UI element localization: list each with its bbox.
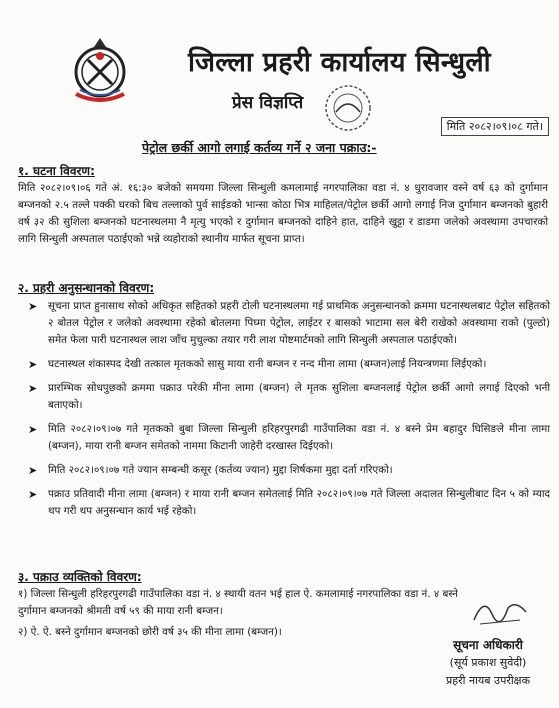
list-item: ➤ मिति २०८२।०९।०७ गते मृतकको बुबा जिल्ला सिन्धुली हरिहरपुरगढी गाउँपालिका वडा नं. ४ बस्ने प्रेम बहादुर घिसिङले मीना लामा (बम्जन), माया रानी बम्जन समेतको नाममा किटानी जाहेरी दरखास्त दिईएको।: [28, 423, 550, 452]
document-type: प्रेस विज्ञप्ति: [232, 93, 304, 113]
arrow-bullet-icon: ➤: [28, 464, 38, 477]
signatory-title: सूचना अधिकारी: [453, 638, 523, 652]
signature-icon: [470, 590, 530, 630]
list-item: ➤ मिति २०८२।०९।०७ गते ज्यान सम्बन्धी कसूर (कर्तव्य ज्यान) मुद्दा शिर्षकमा मुद्दा दर्ता गरिएको।: [28, 464, 393, 477]
list-item: ➤ प्रारम्भिक सोधपुछको क्रममा पक्राउ परेकी मीना लामा (बम्जन) ले मृतक सुशिला बम्जनलाई पेट्रोल छर्की आगो लगाई दिएको भनी बताएको।: [28, 382, 550, 411]
office-stamp-icon: [322, 82, 374, 134]
arrow-bullet-icon: ➤: [28, 382, 38, 395]
arrow-bullet-icon: ➤: [28, 488, 38, 501]
press-release-date: मिति २०८२।०९।०८ गते।: [441, 117, 549, 136]
signatory-rank: प्रहरी नायब उपरीक्षक: [446, 674, 531, 687]
list-item: ➤ घटनास्थल शंकास्पद देखी तत्काल मृतकको सासु माया रानी बम्जन र नन्द मीना लामा (बम्जन)लाई नियन्त्रणमा लिईएको।: [28, 358, 487, 371]
signatory-name: (सूर्य प्रकाश सुवेदी): [449, 656, 527, 669]
list-item: ➤ पक्राउ प्रतिवादी मीना लामा (बम्जन) र माया रानी बम्जन समेतलाई मिति २०८२।०९।०७ गते जिल्ला अदालत सिन्धुलीबाट दिन ५ को म्याद थप गरी थप अनुसन्धान कार्य भई रहेको।: [28, 488, 550, 517]
signature-block: [446, 636, 530, 690]
section-heading-investigation: २. प्रहरी अनुसन्धानको विवरण:: [18, 281, 155, 295]
section-heading-arrested: ३. पक्राउ व्यक्तिको विवरण:: [18, 570, 142, 584]
arrow-bullet-icon: ➤: [28, 300, 38, 313]
nepal-police-emblem-icon: [64, 36, 136, 108]
list-item: १) जिल्ला सिन्धुली हरिहरपुरगढी गाउँपालिका वडा नं. ४ स्थायी वतन भई हाल ऐ. कमलामाई नगरपालिका वडा नं. ४ बस्ने दुर्गामान बम्जनको श्रीमती वर्ष ५९ की माया रानी बम्जन।: [18, 588, 458, 617]
investigation-list: [26, 298, 550, 527]
press-release-headline: पेट्रोल छर्की आगो लगाई कर्तव्य गर्ने २ जना पक्राउ:-: [142, 140, 377, 155]
arrow-bullet-icon: ➤: [28, 358, 38, 371]
list-item: ➤ सूचना प्राप्त हुनासाथ सोको अधिकृत सहितको प्रहरी टोली घटनास्थलमा गई प्राथमिक अनुसन्धानको क्रममा घटनास्थलबाट पेट्रोल सहितको २ बोतल पेट्रोल र जलेको अवस्थामा रहेको बोतलमा पिघ्मा पेट्रोल, लाईटर र बासको भाटामा सल बेरी राखेको अवस्थामा राको (पुल्ठो) समेत फेला पारी घटनास्थल लाश जाँच मुचुल्का तयार गरी लाश पोष्टमार्टमको लागि सिन्धुली अस्पताल पठाईएको।: [28, 300, 550, 346]
office-name: जिल्ला प्रहरी कार्यालय सिन्धुली: [188, 47, 491, 78]
arrested-persons-list: [18, 586, 478, 645]
section-heading-incident: १. घटना विवरण:: [18, 164, 95, 178]
incident-description: मिति २०८२।०९।०६ गते अं. १६:३० बजेको समयमा जिल्ला सिन्धुली कमलामाई नगरपालिका वडा नं. ४ धुरावजार वस्ने वर्ष ६३ को दुर्गामान बम्जनको २.५ तल्ले पक्की घरको बिच तल्लाको पुर्व साईडको भान्सा कोठा भित्र माहिलत/पेट्रोल छर्की आगो लगाई निज दुर्गामान बम्जनको बुहारी वर्ष ३२ की सुशिला बम्जनको घटनास्थलमा नै मृत्यु भएको र दुर्गामान बम्जनको दाहिने हात, दाहिने खुट्टा र डाडमा जलेको अवस्थामा उपचारको लागि सिन्धुली अस्पताल पठाईएको भन्ने व्यहोराको स्थानीय मार्फत सूचना प्राप्त।: [18, 182, 548, 245]
list-item: २) ऐ. ऐ. बस्ने दुर्गामान बम्जनको छोरी वर्ष ३५ की मीना लामा (बम्जन)।: [18, 626, 282, 638]
arrow-bullet-icon: ➤: [28, 423, 38, 436]
